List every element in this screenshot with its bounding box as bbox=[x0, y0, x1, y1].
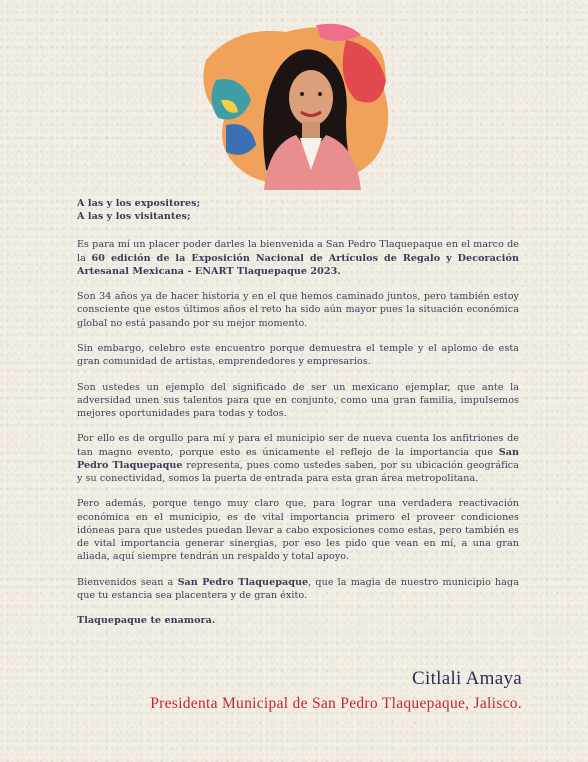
portrait-image bbox=[196, 20, 396, 190]
signature-block bbox=[150, 668, 522, 713]
paragraph: Son ustedes un ejemplo del significado de ser un mexicano ejemplar, que ante la adversidad unen sus talentos para que en conjunto, como una gran familia, impulsemos mejores oportunidades para todas y todos. bbox=[77, 381, 519, 419]
closing-slogan: Tlaquepaque te enamora. bbox=[77, 615, 216, 627]
greeting-line: A las y los visitantes; bbox=[77, 211, 191, 223]
paragraph: Son 34 años ya de hacer historia y en el que hemos caminado juntos, pero también estoy consciente que estos últimos años el reto ha sido aún mayor pues la situación económica global no está pasando por su mejor momento. bbox=[77, 291, 519, 329]
greeting-line: A las y los expositores; bbox=[77, 198, 201, 209]
paragraph: Bienvenidos sean a San Pedro Tlaquepaque, que la magia de nuestro municipio haga que tu estancia sea placentera y de gran éxito. bbox=[77, 576, 519, 601]
paragraph: Es para mí un placer poder darles la bienvenida a San Pedro Tlaquepaque en el marco de la 60 edición de la Exposición Nacional de Artículos de Regalo y Decoración Artesanal Mexicana - ENART Tlaquepaque 2023. bbox=[77, 239, 519, 277]
signatory-title: Presidenta Municipal de San Pedro Tlaquepaque, Jalisco. bbox=[150, 695, 522, 712]
portrait-illustration bbox=[196, 20, 396, 190]
paragraph: Pero además, porque tengo muy claro que, para lograr una verdadera reactivación económica en el municipio, es de vital importancia primero el proveer condiciones idóneas para que ustedes puedan llevar a cabo exposiciones como estas, pero también es de vital importancia generar sinergias, por eso les pido que vean en mí, a una gran aliada, aquí siempre tendrán un respaldo y total apoyo. bbox=[77, 498, 519, 563]
paragraph: Por ello es de orgullo para mí y para el municipio ser de nueva cuenta los anfitriones de tan magno evento, porque esto es únicamente el reflejo de la importancia que San Pedro Tlaquepaque representa, pues como ustedes saben, por su ubicación geográfica y su conectividad, somos la puerta de entrada para esta gran área metropolitana. bbox=[77, 433, 520, 484]
signatory-name: Citlali Amaya bbox=[412, 668, 522, 689]
letter-body bbox=[77, 197, 519, 640]
face bbox=[289, 70, 333, 126]
paragraph: Sin embargo, celebro este encuentro porque demuestra el temple y el aplomo de esta gran comunidad de artistas, emprendedores y empresarios. bbox=[77, 343, 519, 368]
